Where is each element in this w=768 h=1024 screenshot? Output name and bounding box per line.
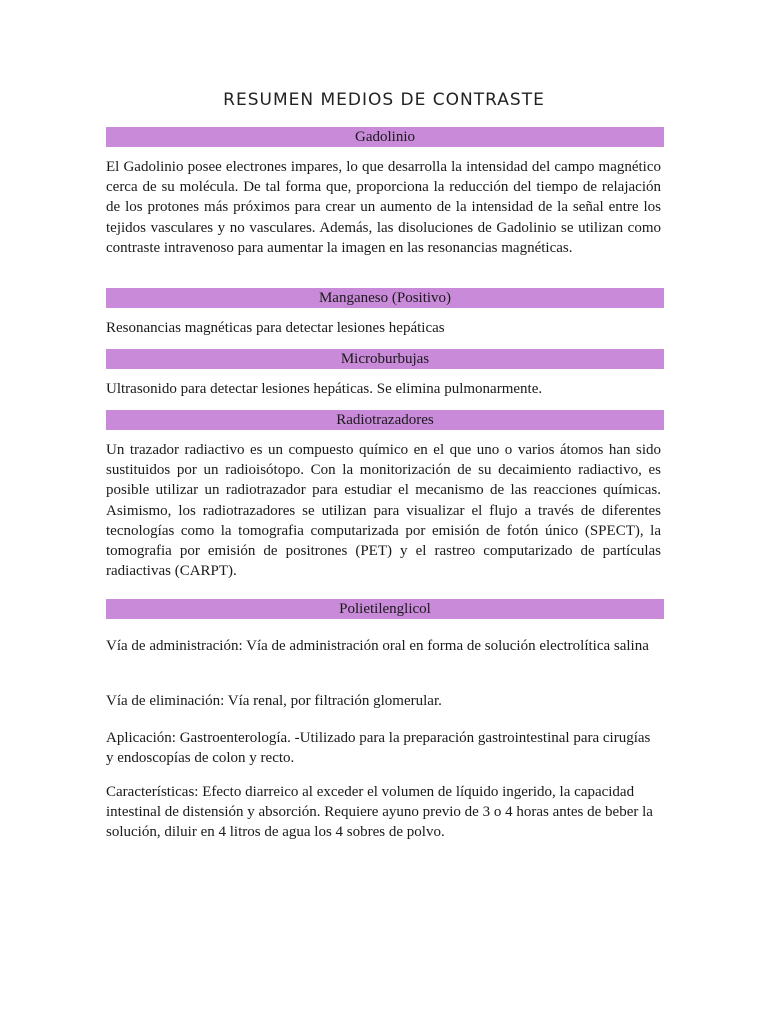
page-title: RESUMEN MEDIOS DE CONTRASTE [223, 90, 545, 110]
section-heading-microburbujas: Microburbujas [106, 349, 664, 369]
paragraph-manganeso: Resonancias magnéticas para detectar lesiones hepáticas [106, 320, 445, 336]
paragraph-via-administracion: Vía de administración: Vía de administración oral en forma de solución electrolítica salina [106, 638, 649, 654]
section-heading-radiotrazadores: Radiotrazadores [106, 410, 664, 430]
paragraph-radiotrazadores: Un trazador radiactivo es un compuesto químico en el que uno o varios átomos han sido sustituidos por un radioisótopo. Con la monitorización de su decaimiento radiactivo, es posible utilizar un radiotrazador para estudiar el mecanismo de las reacciones químicas. Asimismo, los radiotrazadores se utilizan para visualizar el flujo a través de diferentes tecnologías como la tomografia computarizada por emisión de fotón único (SPECT), la tomografia por emisión de positrones (PET) y el rastreo computarizado de partículas radiactivas (CARPT). [106, 442, 661, 580]
paragraph-gadolinio: El Gadolinio posee electrones impares, lo que desarrolla la intensidad del campo magnético cerca de su molécula. De tal forma que, proporciona la reducción del tiempo de relajación de los protones más próximos para crear un aumento de la intensidad de la señal entre los tejidos vasculares y no vasculares. Además, las disoluciones de Gadolinio se utilizan como contraste intravenoso para aumentar la imagen en las resonancias magnéticas. [106, 159, 661, 256]
section-heading-manganeso: Manganeso (Positivo) [106, 288, 664, 308]
paragraph-caracteristicas: Características: Efecto diarreico al exceder el volumen de líquido ingerido, la capacidad intestinal de distensión y absorción. Requiere ayuno previo de 3 o 4 horas antes de beber la solución, diluir en 4 litros de agua los 4 sobres de polvo. [106, 784, 653, 841]
section-heading-polietilenglicol: Polietilenglicol [106, 599, 664, 619]
paragraph-via-eliminacion: Vía de eliminación: Vía renal, por filtración glomerular. [106, 693, 442, 709]
paragraph-aplicacion: Aplicación: Gastroenterología. -Utilizado para la preparación gastrointestinal para cirugías y endoscopías de colon y recto. [106, 730, 651, 767]
paragraph-microburbujas: Ultrasonido para detectar lesiones hepáticas. Se elimina pulmonarmente. [106, 381, 543, 397]
section-heading-gadolinio: Gadolinio [106, 127, 664, 147]
